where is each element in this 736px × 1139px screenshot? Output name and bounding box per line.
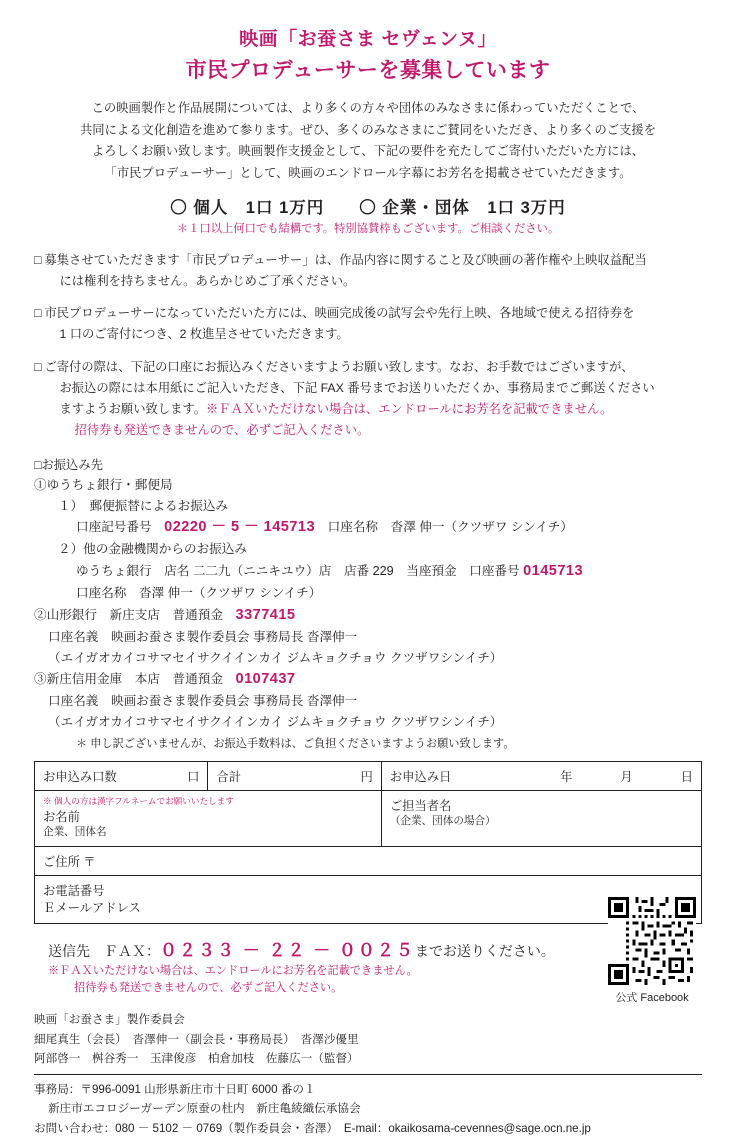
note-item-1: [34, 250, 702, 292]
bank-row-shinjo-holder: 口座名義 映画お蚕さま製作委員会 事務局長 沓澤伸一: [48, 694, 358, 709]
bank-row-shinjo-kana: （エイガオカイコサマセイサクイインカイ ジムキョクチョウ クツザワシンイチ）: [48, 714, 503, 729]
footer-divider: [34, 1074, 702, 1075]
bank-row-yamagata: [34, 604, 702, 627]
form-label-address: ご住所 〒: [43, 855, 96, 870]
form-cell-total[interactable]: [208, 762, 381, 791]
qr-code-block[interactable]: [604, 897, 700, 1005]
bank-label-yucho-detail: ゆうちょ銀行 店名 二二九（ニニキユウ）店 店番 229 当座預金 口座番号: [76, 563, 520, 578]
footer-contact: お問い合わせ：080 － 5102 － 0769（製作委員会・沓澤） E-mail：okaikosama-cevennes@sage.ocn.ne.jp: [34, 1122, 591, 1136]
bank-fee-note: ＊ 申し訳ございませんが、お振込手数料は、ご負担くださいますようお願い致します。: [76, 738, 515, 751]
form-unit-total: 円: [360, 770, 373, 785]
footer-org: 映画「お蚕さま」製作委員会: [34, 1013, 185, 1027]
note-item-3: [34, 357, 702, 442]
note-3-line-2: お振込の際には本用紙にご記入いただき、下記 FAX 番号までお送りいただくか、事務局までご郵送ください: [59, 380, 655, 395]
bank-row-account-number: [34, 516, 702, 539]
bank-holder-kigou: 口座名称 沓澤 伸一（クツザワ シンイチ）: [315, 519, 573, 534]
fax-note-line-1: ※ＦＡＸいただけない場合は、エンドロールにお芳名を記載できません。: [48, 964, 418, 977]
footer-members-1: 細尾真生（会長） 沓澤伸一（副会長・事務局長） 沓澤沙優里: [34, 1032, 359, 1046]
note-3-line-3-black: ますようお願い致します。: [59, 401, 207, 416]
footer-members-2: 阿部啓一 桝谷秀一 玉津俊彦 柏倉加枝 佐藤広一（監督）: [34, 1052, 359, 1066]
bank-number-shinjo: 0107437: [235, 670, 296, 687]
form-label-total: 合計: [216, 770, 242, 785]
bank-label-kigou: 口座記号番号: [76, 519, 165, 534]
bank-label-yamagata: ②山形銀行 新庄支店 普通預金: [34, 607, 236, 622]
qr-label: 公式 Facebook: [615, 992, 689, 1004]
checkbox-icon: □: [34, 306, 42, 321]
footer-office-2: 新庄市エコロジーガーデン原蚕の杜内 新庄亀綾織伝承協会: [48, 1102, 361, 1116]
note-body-3: [44, 357, 702, 442]
application-form-table: [34, 761, 702, 924]
footer-office: 事務局：〒996-0091 山形県新庄市十日町 6000 番の１: [34, 1082, 316, 1096]
note-3-line-4: 招待券も発送できませんので、必ずご記入ください。: [74, 423, 370, 438]
bank-number-yucho: 0145713: [523, 562, 584, 579]
footer: [34, 1010, 702, 1139]
price-line: 〇 個人 1口 1万円 〇 企業・団体 1口 3万円: [170, 199, 566, 218]
bank-number-yamagata: 3377415: [235, 606, 296, 623]
checkbox-icon: □: [34, 359, 42, 374]
fax-prefix: 送信先 ＦＡＸ：: [48, 942, 160, 959]
bank-row-yucho-holder: 口座名称 沓澤 伸一（クツザワ シンイチ）: [76, 586, 322, 601]
fax-note: [34, 963, 702, 997]
title-line-2: 市民プロデューサーを募集しています: [185, 58, 551, 82]
form-label-contact: ご担当者名: [389, 799, 452, 814]
intro-line-3: よろしくお願い致します。映画製作支援金として、下記の要件を充たしてご寄付いただいた方には、: [91, 144, 645, 159]
table-row: [35, 876, 702, 923]
form-label-count: お申込み口数: [43, 770, 117, 785]
fax-number: ０２３３ － ２２ － ００２５: [160, 940, 415, 960]
form-label-date: お申込み日: [389, 770, 452, 785]
form-date-day: 日: [680, 770, 693, 785]
form-cell-date[interactable]: [381, 762, 701, 791]
table-row: [35, 791, 702, 847]
form-cell-phone-email[interactable]: [35, 876, 702, 923]
table-row: [35, 762, 702, 791]
form-cell-contact[interactable]: [381, 791, 701, 847]
note-3-line-3: [44, 399, 702, 420]
bank-row-other-institution: ２）他の金融機関からのお振込み: [58, 542, 247, 557]
form-name-note: ※ 個人の方は漢字フルネームでお願いいたします: [43, 796, 234, 807]
intro-line-1: この映画製作と作品展開については、より多くの方々や団体のみなさまに係わっていただくことで、: [91, 101, 645, 115]
fax-line: [34, 936, 702, 961]
note-2-line-1: 市民プロデューサーになっていただいた方には、映画完成後の試写会や先行上映、各地域で使える招待券を: [44, 306, 635, 321]
note-body-2: [44, 303, 702, 345]
bank-row-yamagata-kana: （エイガオカイコサマセイサクイインカイ ジムキョクチョウ クツザワシンイチ）: [48, 650, 503, 665]
bank-row-furikae: １） 郵便振替によるお振込み: [58, 498, 229, 513]
note-3-line-1: ご寄付の際は、下記の口座にお振込みくださいますようお願い致します。なお、お手数ではございますが、: [44, 359, 634, 374]
intro-line-2: 共同による文化創造を進めて参ります。ぜひ、多くのみなさまにご賛同をいただき、より多くのご支援を: [80, 122, 656, 137]
form-unit-count: 口: [187, 770, 200, 785]
form-label-phone: お電話番号: [43, 884, 105, 899]
form-cell-name[interactable]: [35, 791, 382, 847]
bank-row-yucho-detail: [34, 560, 702, 583]
bank-heading: □お振込み先: [34, 458, 103, 473]
form-date-month: 月: [620, 770, 633, 785]
checkbox-icon: □: [34, 253, 42, 268]
title-line-1: 映画「お蚕さま セヴェンヌ」: [239, 29, 497, 50]
form-label-name: お名前: [43, 810, 80, 825]
page-title: [34, 26, 702, 86]
fax-suffix: までお送りください。: [414, 942, 555, 959]
note-3-line-3-pink: ※ＦＡＸいただけない場合は、エンドロールにお芳名を記載できません。: [206, 401, 613, 416]
note-body-1: [44, 250, 702, 292]
form-date-year: 年: [560, 770, 573, 785]
form-cell-address[interactable]: [35, 847, 702, 876]
bank-number-kigou: 02220 － 5 － 145713: [164, 518, 316, 535]
bank-row-yamagata-holder: 口座名義 映画お蚕さま製作委員会 事務局長 沓澤伸一: [48, 630, 358, 645]
intro-line-4: 「市民プロデューサー」として、映画のエンドロール字幕にお芳名を掲載させていただきます。: [104, 165, 632, 180]
price-note: ＊１口以上何口でも結構です。特別協賛枠もございます。ご相談ください。: [176, 223, 560, 236]
bank-row-yucho: ①ゆうちょ銀行・郵便局: [34, 478, 173, 493]
note-1-line-2: には権利を持ちません。あらかじめご了承ください。: [59, 274, 356, 289]
intro-paragraph: [34, 98, 702, 184]
form-label-contact-sub: （企業、団体の場合）: [389, 815, 496, 828]
form-cell-count[interactable]: [35, 762, 208, 791]
form-label-company: 企業、団体名: [43, 826, 107, 839]
form-label-email: Ｅメールアドレス: [43, 901, 141, 916]
bank-label-shinjo: ③新庄信用金庫 本店 普通預金: [34, 671, 236, 686]
table-row: [35, 847, 702, 876]
bank-row-shinjo: [34, 668, 702, 691]
note-2-line-2: 1 口のご寄付につき、2 枚進呈させていただきます。: [59, 327, 349, 342]
note-1-line-1: 募集させていただきます「市民プロデューサー」は、作品内容に関すること及び映画の著作権や上映収益配当: [44, 253, 647, 268]
fax-note-line-2: 招待券も発送できませんので、必ずご記入ください。: [74, 981, 343, 994]
qr-code-icon[interactable]: [608, 897, 696, 985]
note-item-2: [34, 303, 702, 345]
